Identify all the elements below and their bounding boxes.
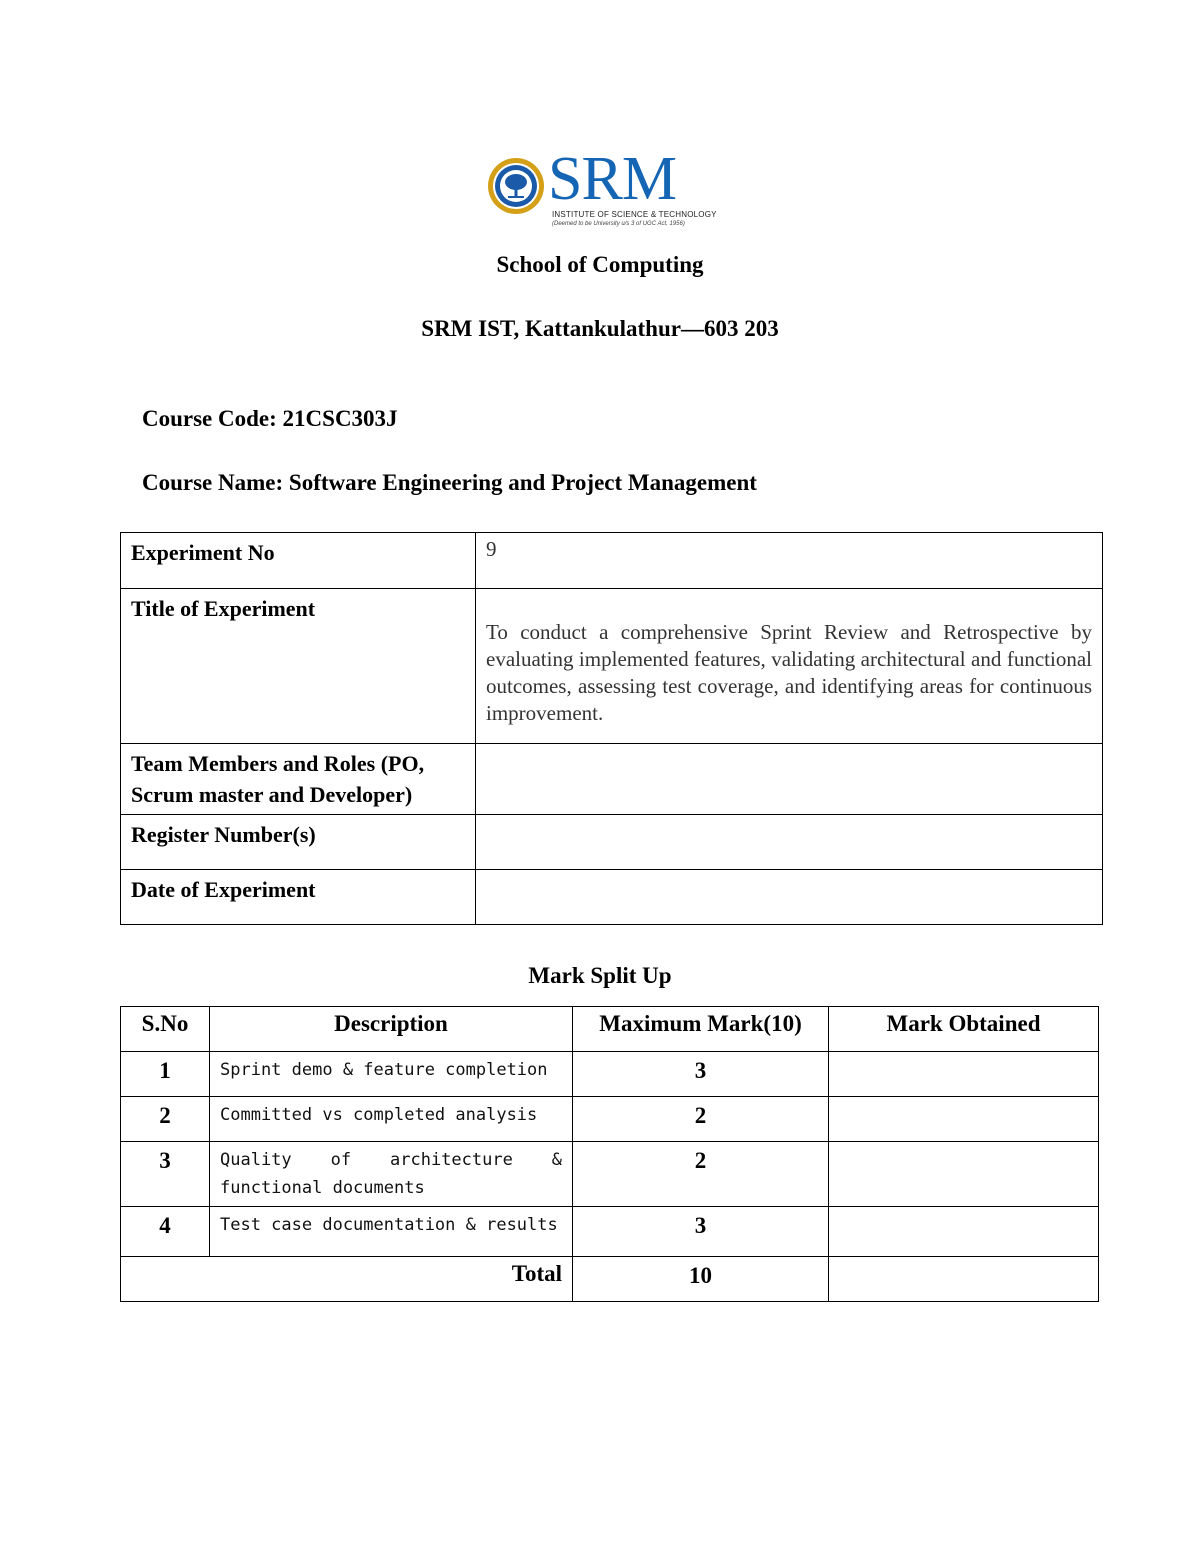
table-total-row bbox=[121, 1257, 1099, 1302]
table-row bbox=[121, 1052, 1099, 1097]
table-row bbox=[121, 870, 1103, 925]
mark-split-heading: Mark Split Up bbox=[528, 963, 672, 988]
experiment-title-label: Title of Experiment bbox=[121, 589, 476, 744]
total-max: 10 bbox=[573, 1257, 829, 1302]
row-description: Quality of architecture & functional documents bbox=[210, 1142, 573, 1207]
row-max: 3 bbox=[573, 1207, 829, 1257]
row-max: 2 bbox=[573, 1142, 829, 1207]
table-row bbox=[121, 744, 1103, 815]
table-row bbox=[121, 589, 1103, 744]
row-description: Test case documentation & results bbox=[210, 1207, 573, 1257]
table-row bbox=[121, 1207, 1099, 1257]
logo-wordmark: SRM bbox=[548, 145, 676, 213]
col-header-sno: S.No bbox=[121, 1007, 210, 1052]
row-max: 3 bbox=[573, 1052, 829, 1097]
date-label: Date of Experiment bbox=[121, 870, 476, 925]
institute-heading: SRM IST, Kattankulathur—603 203 bbox=[421, 316, 779, 341]
team-members-label: Team Members and Roles (PO, Scrum master and Developer) bbox=[121, 744, 476, 815]
table-header-row bbox=[121, 1007, 1099, 1052]
course-name: Course Name: Software Engineering and Project Management bbox=[142, 470, 757, 495]
experiment-table bbox=[120, 532, 1103, 925]
total-obtained[interactable] bbox=[829, 1257, 1099, 1302]
col-header-max: Maximum Mark(10) bbox=[573, 1007, 829, 1052]
row-description: Sprint demo & feature completion bbox=[210, 1052, 573, 1097]
row-sno: 4 bbox=[121, 1207, 210, 1257]
col-header-description: Description bbox=[210, 1007, 573, 1052]
date-value[interactable] bbox=[476, 870, 1103, 925]
team-members-value[interactable] bbox=[476, 744, 1103, 815]
register-number-label: Register Number(s) bbox=[121, 815, 476, 870]
register-number-value[interactable] bbox=[476, 815, 1103, 870]
row-description: Committed vs completed analysis bbox=[210, 1097, 573, 1142]
logo-subtitle: INSTITUTE OF SCIENCE & TECHNOLOGY bbox=[552, 210, 717, 219]
srm-logo bbox=[486, 145, 717, 234]
row-max: 2 bbox=[573, 1097, 829, 1142]
col-header-obtained: Mark Obtained bbox=[829, 1007, 1099, 1052]
experiment-title-cell bbox=[476, 589, 1103, 744]
table-row bbox=[121, 1142, 1099, 1207]
logo-tagline: (Deemed to be University u/s 3 of UGC Act, 1956) bbox=[552, 221, 685, 227]
row-obtained[interactable] bbox=[829, 1097, 1099, 1142]
school-heading: School of Computing bbox=[496, 252, 704, 277]
experiment-no-value: 9 bbox=[476, 533, 1103, 589]
total-label: Total bbox=[121, 1257, 573, 1302]
table-row bbox=[121, 815, 1103, 870]
course-code: Course Code: 21CSC303J bbox=[142, 406, 398, 431]
row-obtained[interactable] bbox=[829, 1052, 1099, 1097]
table-row bbox=[121, 533, 1103, 589]
experiment-no-label: Experiment No bbox=[121, 533, 476, 589]
row-obtained[interactable] bbox=[829, 1142, 1099, 1207]
experiment-title-value: To conduct a comprehensive Sprint Review and Retrospective by evaluating implemented features, validating architectural and functional outcomes, assessing test coverage, and identifying areas for continuous improvement. bbox=[486, 620, 1092, 725]
row-sno: 3 bbox=[121, 1142, 210, 1207]
srm-emblem-icon bbox=[486, 150, 550, 222]
marks-table bbox=[120, 1006, 1099, 1302]
row-sno: 2 bbox=[121, 1097, 210, 1142]
table-row bbox=[121, 1097, 1099, 1142]
row-sno: 1 bbox=[121, 1052, 210, 1097]
row-obtained[interactable] bbox=[829, 1207, 1099, 1257]
